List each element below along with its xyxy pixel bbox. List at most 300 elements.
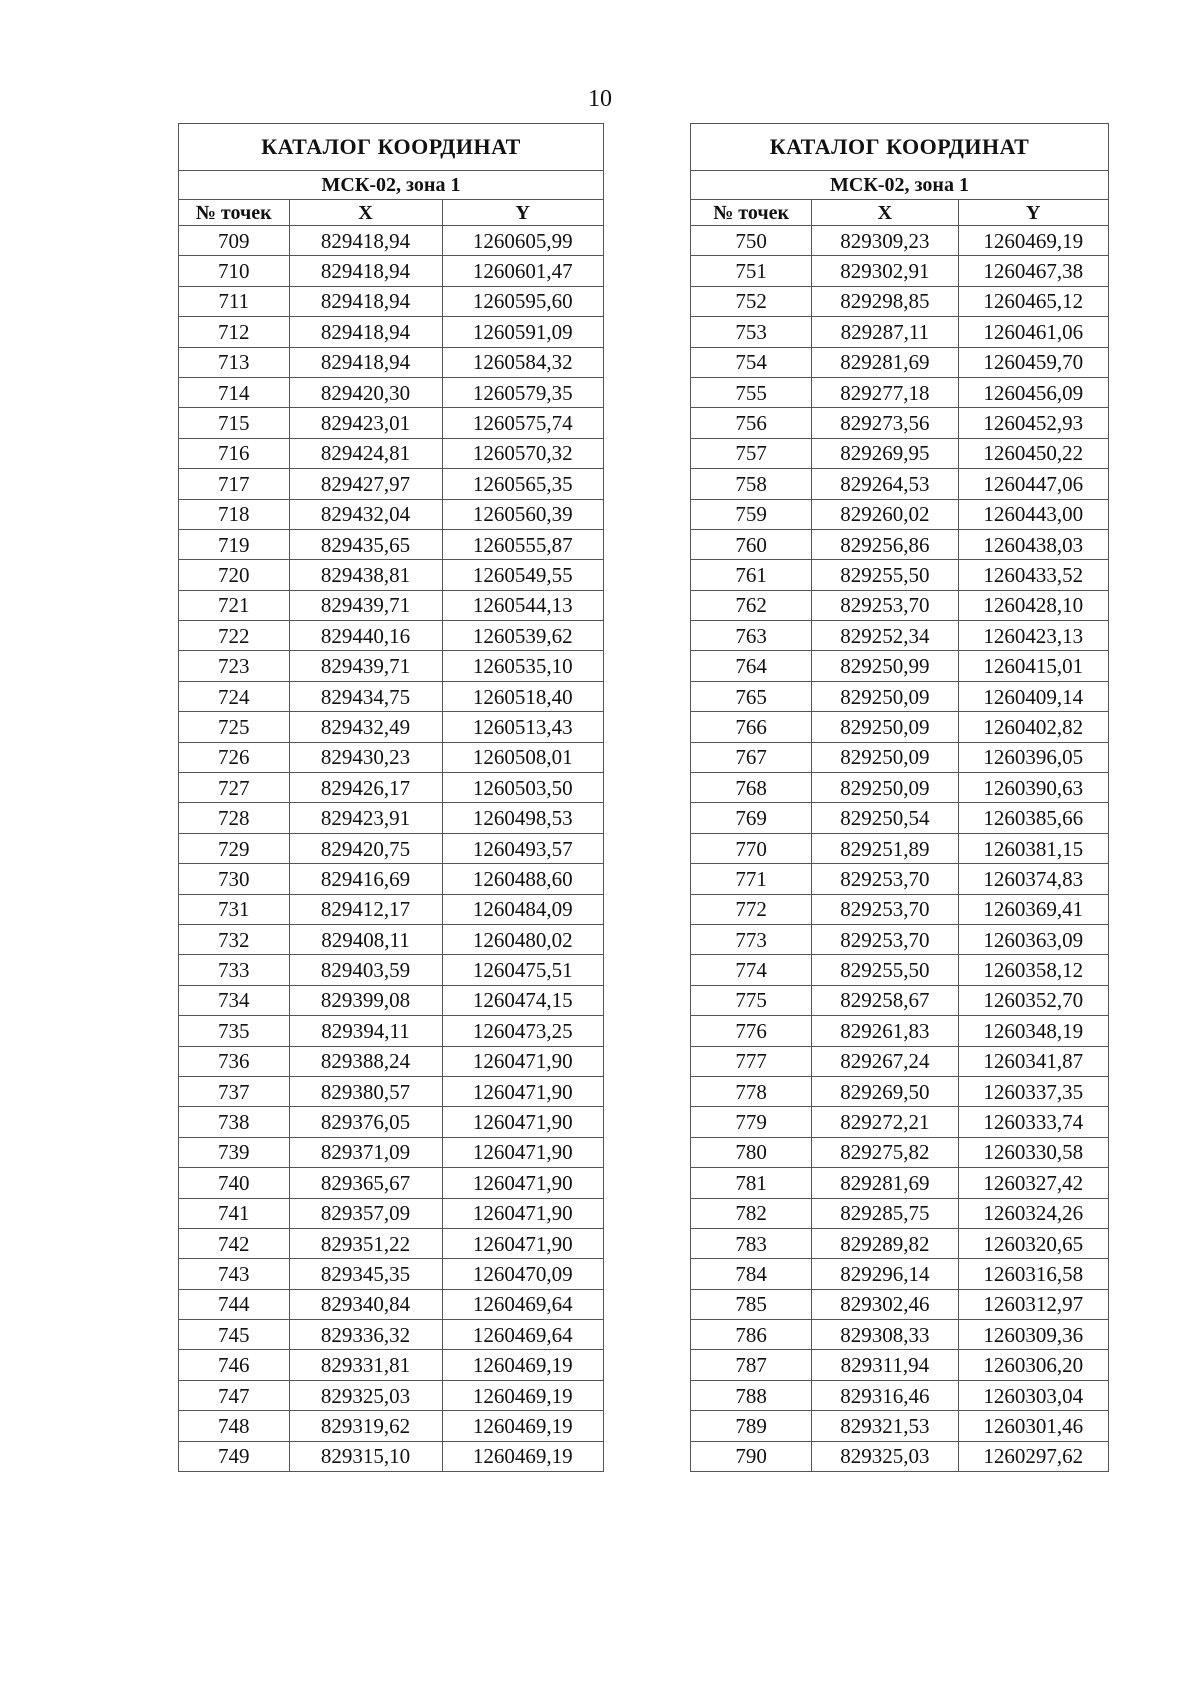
table-row bbox=[179, 1076, 604, 1106]
y-coordinate-cell: 1260560,39 bbox=[442, 499, 604, 529]
point-number-cell: 765 bbox=[691, 681, 812, 711]
column-header-y: Y bbox=[958, 200, 1108, 226]
table-row bbox=[179, 377, 604, 407]
point-number-cell: 729 bbox=[179, 833, 290, 863]
point-number-cell: 714 bbox=[179, 377, 290, 407]
x-coordinate-cell: 829418,94 bbox=[289, 286, 442, 316]
point-number-cell: 720 bbox=[179, 560, 290, 590]
point-number-cell: 742 bbox=[179, 1228, 290, 1258]
table-row bbox=[691, 864, 1109, 894]
x-coordinate-cell: 829412,17 bbox=[289, 894, 442, 924]
x-coordinate-cell: 829418,94 bbox=[289, 347, 442, 377]
y-coordinate-cell: 1260352,70 bbox=[958, 985, 1108, 1015]
table-row bbox=[691, 256, 1109, 286]
coordinate-catalog-table-right bbox=[690, 123, 1109, 1472]
point-number-cell: 724 bbox=[179, 681, 290, 711]
x-coordinate-cell: 829420,30 bbox=[289, 377, 442, 407]
table-row bbox=[179, 985, 604, 1015]
x-coordinate-cell: 829253,70 bbox=[812, 590, 958, 620]
table-row bbox=[179, 1259, 604, 1289]
y-coordinate-cell: 1260470,09 bbox=[442, 1259, 604, 1289]
y-coordinate-cell: 1260584,32 bbox=[442, 347, 604, 377]
x-coordinate-cell: 829418,94 bbox=[289, 317, 442, 347]
table-row bbox=[691, 1016, 1109, 1046]
table-row bbox=[179, 560, 604, 590]
y-coordinate-cell: 1260461,06 bbox=[958, 317, 1108, 347]
y-coordinate-cell: 1260297,62 bbox=[958, 1441, 1108, 1471]
point-number-cell: 738 bbox=[179, 1107, 290, 1137]
point-number-cell: 732 bbox=[179, 924, 290, 954]
table-row bbox=[691, 438, 1109, 468]
column-header-y: Y bbox=[442, 200, 604, 226]
point-number-cell: 744 bbox=[179, 1289, 290, 1319]
y-coordinate-cell: 1260330,58 bbox=[958, 1137, 1108, 1167]
x-coordinate-cell: 829435,65 bbox=[289, 529, 442, 559]
table-row bbox=[179, 499, 604, 529]
point-number-cell: 790 bbox=[691, 1441, 812, 1471]
table-row bbox=[179, 1228, 604, 1258]
table-row bbox=[691, 1198, 1109, 1228]
point-number-cell: 717 bbox=[179, 469, 290, 499]
y-coordinate-cell: 1260433,52 bbox=[958, 560, 1108, 590]
table-row bbox=[691, 894, 1109, 924]
point-number-cell: 725 bbox=[179, 712, 290, 742]
table-row bbox=[691, 1289, 1109, 1319]
point-number-cell: 786 bbox=[691, 1320, 812, 1350]
table-row bbox=[179, 1411, 604, 1441]
y-coordinate-cell: 1260309,36 bbox=[958, 1320, 1108, 1350]
point-number-cell: 760 bbox=[691, 529, 812, 559]
point-number-cell: 774 bbox=[691, 955, 812, 985]
x-coordinate-cell: 829439,71 bbox=[289, 651, 442, 681]
y-coordinate-cell: 1260450,22 bbox=[958, 438, 1108, 468]
table-row bbox=[691, 1137, 1109, 1167]
table-row bbox=[179, 1320, 604, 1350]
point-number-cell: 788 bbox=[691, 1380, 812, 1410]
y-coordinate-cell: 1260469,19 bbox=[442, 1380, 604, 1410]
y-coordinate-cell: 1260474,15 bbox=[442, 985, 604, 1015]
table-row bbox=[691, 712, 1109, 742]
table-row bbox=[691, 621, 1109, 651]
point-number-cell: 716 bbox=[179, 438, 290, 468]
x-coordinate-cell: 829340,84 bbox=[289, 1289, 442, 1319]
point-number-cell: 747 bbox=[179, 1380, 290, 1410]
point-number-cell: 772 bbox=[691, 894, 812, 924]
y-coordinate-cell: 1260469,19 bbox=[442, 1350, 604, 1380]
y-coordinate-cell: 1260447,06 bbox=[958, 469, 1108, 499]
x-coordinate-cell: 829316,46 bbox=[812, 1380, 958, 1410]
point-number-cell: 777 bbox=[691, 1046, 812, 1076]
x-coordinate-cell: 829272,21 bbox=[812, 1107, 958, 1137]
point-number-cell: 757 bbox=[691, 438, 812, 468]
y-coordinate-cell: 1260503,50 bbox=[442, 773, 604, 803]
table-row bbox=[179, 833, 604, 863]
y-coordinate-cell: 1260601,47 bbox=[442, 256, 604, 286]
x-coordinate-cell: 829408,11 bbox=[289, 924, 442, 954]
table-row bbox=[691, 469, 1109, 499]
x-coordinate-cell: 829357,09 bbox=[289, 1198, 442, 1228]
point-number-cell: 779 bbox=[691, 1107, 812, 1137]
point-number-cell: 768 bbox=[691, 773, 812, 803]
table-row bbox=[179, 955, 604, 985]
table-row bbox=[691, 529, 1109, 559]
table-row bbox=[691, 226, 1109, 256]
table-row bbox=[691, 681, 1109, 711]
table-row bbox=[691, 286, 1109, 316]
x-coordinate-cell: 829256,86 bbox=[812, 529, 958, 559]
table-row bbox=[179, 226, 604, 256]
y-coordinate-cell: 1260374,83 bbox=[958, 864, 1108, 894]
point-number-cell: 759 bbox=[691, 499, 812, 529]
point-number-cell: 755 bbox=[691, 377, 812, 407]
x-coordinate-cell: 829440,16 bbox=[289, 621, 442, 651]
column-header-x: X bbox=[289, 200, 442, 226]
table-row bbox=[691, 1046, 1109, 1076]
y-coordinate-cell: 1260341,87 bbox=[958, 1046, 1108, 1076]
table-row bbox=[179, 1441, 604, 1471]
point-number-cell: 751 bbox=[691, 256, 812, 286]
point-number-cell: 754 bbox=[691, 347, 812, 377]
point-number-cell: 737 bbox=[179, 1076, 290, 1106]
y-coordinate-cell: 1260480,02 bbox=[442, 924, 604, 954]
x-coordinate-cell: 829287,11 bbox=[812, 317, 958, 347]
y-coordinate-cell: 1260452,93 bbox=[958, 408, 1108, 438]
x-coordinate-cell: 829351,22 bbox=[289, 1228, 442, 1258]
point-number-cell: 709 bbox=[179, 226, 290, 256]
point-number-cell: 783 bbox=[691, 1228, 812, 1258]
x-coordinate-cell: 829250,09 bbox=[812, 742, 958, 772]
table-row bbox=[691, 590, 1109, 620]
x-coordinate-cell: 829251,89 bbox=[812, 833, 958, 863]
y-coordinate-cell: 1260591,09 bbox=[442, 317, 604, 347]
x-coordinate-cell: 829281,69 bbox=[812, 347, 958, 377]
table-row bbox=[691, 499, 1109, 529]
point-number-cell: 769 bbox=[691, 803, 812, 833]
y-coordinate-cell: 1260471,90 bbox=[442, 1046, 604, 1076]
x-coordinate-cell: 829289,82 bbox=[812, 1228, 958, 1258]
y-coordinate-cell: 1260539,62 bbox=[442, 621, 604, 651]
point-number-cell: 743 bbox=[179, 1259, 290, 1289]
table-row bbox=[691, 560, 1109, 590]
point-number-cell: 722 bbox=[179, 621, 290, 651]
point-number-cell: 764 bbox=[691, 651, 812, 681]
x-coordinate-cell: 829426,17 bbox=[289, 773, 442, 803]
catalog-zone: МСК-02, зона 1 bbox=[691, 171, 1109, 200]
y-coordinate-cell: 1260488,60 bbox=[442, 864, 604, 894]
table-row bbox=[179, 256, 604, 286]
y-coordinate-cell: 1260381,15 bbox=[958, 833, 1108, 863]
point-number-cell: 730 bbox=[179, 864, 290, 894]
point-number-cell: 780 bbox=[691, 1137, 812, 1167]
x-coordinate-cell: 829315,10 bbox=[289, 1441, 442, 1471]
table-row bbox=[691, 1076, 1109, 1106]
column-header-x: X bbox=[812, 200, 958, 226]
y-coordinate-cell: 1260475,51 bbox=[442, 955, 604, 985]
table-row bbox=[179, 681, 604, 711]
point-number-cell: 733 bbox=[179, 955, 290, 985]
y-coordinate-cell: 1260473,25 bbox=[442, 1016, 604, 1046]
y-coordinate-cell: 1260390,63 bbox=[958, 773, 1108, 803]
x-coordinate-cell: 829253,70 bbox=[812, 894, 958, 924]
y-coordinate-cell: 1260363,09 bbox=[958, 924, 1108, 954]
y-coordinate-cell: 1260333,74 bbox=[958, 1107, 1108, 1137]
point-number-cell: 784 bbox=[691, 1259, 812, 1289]
x-coordinate-cell: 829427,97 bbox=[289, 469, 442, 499]
table-row bbox=[691, 1320, 1109, 1350]
point-number-cell: 750 bbox=[691, 226, 812, 256]
y-coordinate-cell: 1260471,90 bbox=[442, 1137, 604, 1167]
y-coordinate-cell: 1260535,10 bbox=[442, 651, 604, 681]
x-coordinate-cell: 829260,02 bbox=[812, 499, 958, 529]
table-row bbox=[179, 438, 604, 468]
y-coordinate-cell: 1260469,19 bbox=[442, 1411, 604, 1441]
x-coordinate-cell: 829273,56 bbox=[812, 408, 958, 438]
table-row bbox=[179, 803, 604, 833]
x-coordinate-cell: 829416,69 bbox=[289, 864, 442, 894]
catalog-title: КАТАЛОГ КООРДИНАТ bbox=[179, 124, 604, 171]
table-row bbox=[691, 1350, 1109, 1380]
x-coordinate-cell: 829296,14 bbox=[812, 1259, 958, 1289]
y-coordinate-cell: 1260469,19 bbox=[958, 226, 1108, 256]
table-row bbox=[691, 317, 1109, 347]
table-row bbox=[179, 1198, 604, 1228]
y-coordinate-cell: 1260327,42 bbox=[958, 1168, 1108, 1198]
table-row bbox=[691, 833, 1109, 863]
y-coordinate-cell: 1260301,46 bbox=[958, 1411, 1108, 1441]
x-coordinate-cell: 829253,70 bbox=[812, 924, 958, 954]
x-coordinate-cell: 829325,03 bbox=[289, 1380, 442, 1410]
x-coordinate-cell: 829399,08 bbox=[289, 985, 442, 1015]
y-coordinate-cell: 1260508,01 bbox=[442, 742, 604, 772]
point-number-cell: 740 bbox=[179, 1168, 290, 1198]
y-coordinate-cell: 1260595,60 bbox=[442, 286, 604, 316]
x-coordinate-cell: 829269,50 bbox=[812, 1076, 958, 1106]
x-coordinate-cell: 829336,32 bbox=[289, 1320, 442, 1350]
x-coordinate-cell: 829380,57 bbox=[289, 1076, 442, 1106]
y-coordinate-cell: 1260423,13 bbox=[958, 621, 1108, 651]
point-number-cell: 761 bbox=[691, 560, 812, 590]
table-row bbox=[691, 1411, 1109, 1441]
table-row bbox=[179, 590, 604, 620]
x-coordinate-cell: 829258,67 bbox=[812, 985, 958, 1015]
x-coordinate-cell: 829420,75 bbox=[289, 833, 442, 863]
point-number-cell: 713 bbox=[179, 347, 290, 377]
x-coordinate-cell: 829308,33 bbox=[812, 1320, 958, 1350]
page-number: 10 bbox=[588, 86, 612, 112]
column-header-point-number: № точек bbox=[179, 200, 290, 226]
x-coordinate-cell: 829250,09 bbox=[812, 681, 958, 711]
y-coordinate-cell: 1260471,90 bbox=[442, 1198, 604, 1228]
x-coordinate-cell: 829325,03 bbox=[812, 1441, 958, 1471]
table-row bbox=[179, 621, 604, 651]
table-row bbox=[691, 408, 1109, 438]
y-coordinate-cell: 1260469,64 bbox=[442, 1289, 604, 1319]
point-number-cell: 785 bbox=[691, 1289, 812, 1319]
point-number-cell: 787 bbox=[691, 1350, 812, 1380]
table-row bbox=[691, 1107, 1109, 1137]
y-coordinate-cell: 1260348,19 bbox=[958, 1016, 1108, 1046]
x-coordinate-cell: 829423,91 bbox=[289, 803, 442, 833]
y-coordinate-cell: 1260555,87 bbox=[442, 529, 604, 559]
x-coordinate-cell: 829430,23 bbox=[289, 742, 442, 772]
y-coordinate-cell: 1260456,09 bbox=[958, 377, 1108, 407]
point-number-cell: 710 bbox=[179, 256, 290, 286]
x-coordinate-cell: 829371,09 bbox=[289, 1137, 442, 1167]
y-coordinate-cell: 1260549,55 bbox=[442, 560, 604, 590]
x-coordinate-cell: 829269,95 bbox=[812, 438, 958, 468]
y-coordinate-cell: 1260471,90 bbox=[442, 1228, 604, 1258]
table-row bbox=[179, 1046, 604, 1076]
point-number-cell: 758 bbox=[691, 469, 812, 499]
y-coordinate-cell: 1260469,64 bbox=[442, 1320, 604, 1350]
y-coordinate-cell: 1260484,09 bbox=[442, 894, 604, 924]
point-number-cell: 756 bbox=[691, 408, 812, 438]
x-coordinate-cell: 829264,53 bbox=[812, 469, 958, 499]
x-coordinate-cell: 829388,24 bbox=[289, 1046, 442, 1076]
table-row bbox=[179, 924, 604, 954]
table-row bbox=[179, 1350, 604, 1380]
x-coordinate-cell: 829298,85 bbox=[812, 286, 958, 316]
y-coordinate-cell: 1260312,97 bbox=[958, 1289, 1108, 1319]
table-row bbox=[691, 955, 1109, 985]
x-coordinate-cell: 829345,35 bbox=[289, 1259, 442, 1289]
point-number-cell: 731 bbox=[179, 894, 290, 924]
table-row bbox=[179, 1289, 604, 1319]
table-row bbox=[691, 1259, 1109, 1289]
table-row bbox=[691, 773, 1109, 803]
x-coordinate-cell: 829321,53 bbox=[812, 1411, 958, 1441]
point-number-cell: 746 bbox=[179, 1350, 290, 1380]
point-number-cell: 789 bbox=[691, 1411, 812, 1441]
table-row bbox=[179, 1016, 604, 1046]
table-row bbox=[179, 742, 604, 772]
y-coordinate-cell: 1260428,10 bbox=[958, 590, 1108, 620]
point-number-cell: 719 bbox=[179, 529, 290, 559]
point-number-cell: 753 bbox=[691, 317, 812, 347]
y-coordinate-cell: 1260396,05 bbox=[958, 742, 1108, 772]
y-coordinate-cell: 1260471,90 bbox=[442, 1168, 604, 1198]
column-header-point-number: № точек bbox=[691, 200, 812, 226]
y-coordinate-cell: 1260471,90 bbox=[442, 1076, 604, 1106]
y-coordinate-cell: 1260493,57 bbox=[442, 833, 604, 863]
catalog-body bbox=[691, 226, 1109, 1472]
table-row bbox=[179, 1168, 604, 1198]
y-coordinate-cell: 1260465,12 bbox=[958, 286, 1108, 316]
y-coordinate-cell: 1260544,13 bbox=[442, 590, 604, 620]
x-coordinate-cell: 829302,91 bbox=[812, 256, 958, 286]
table-row bbox=[179, 1380, 604, 1410]
y-coordinate-cell: 1260471,90 bbox=[442, 1107, 604, 1137]
y-coordinate-cell: 1260579,35 bbox=[442, 377, 604, 407]
point-number-cell: 718 bbox=[179, 499, 290, 529]
x-coordinate-cell: 829311,94 bbox=[812, 1350, 958, 1380]
x-coordinate-cell: 829255,50 bbox=[812, 560, 958, 590]
table-row bbox=[179, 1137, 604, 1167]
point-number-cell: 735 bbox=[179, 1016, 290, 1046]
point-number-cell: 728 bbox=[179, 803, 290, 833]
y-coordinate-cell: 1260565,35 bbox=[442, 469, 604, 499]
x-coordinate-cell: 829403,59 bbox=[289, 955, 442, 985]
y-coordinate-cell: 1260443,00 bbox=[958, 499, 1108, 529]
y-coordinate-cell: 1260324,26 bbox=[958, 1198, 1108, 1228]
x-coordinate-cell: 829432,49 bbox=[289, 712, 442, 742]
y-coordinate-cell: 1260303,04 bbox=[958, 1380, 1108, 1410]
catalog-body bbox=[179, 226, 604, 1472]
table-row bbox=[691, 651, 1109, 681]
x-coordinate-cell: 829250,99 bbox=[812, 651, 958, 681]
x-coordinate-cell: 829302,46 bbox=[812, 1289, 958, 1319]
x-coordinate-cell: 829394,11 bbox=[289, 1016, 442, 1046]
coordinate-catalog-table-left bbox=[178, 123, 604, 1472]
table-row bbox=[179, 317, 604, 347]
y-coordinate-cell: 1260320,65 bbox=[958, 1228, 1108, 1258]
x-coordinate-cell: 829418,94 bbox=[289, 226, 442, 256]
x-coordinate-cell: 829281,69 bbox=[812, 1168, 958, 1198]
catalog-title: КАТАЛОГ КООРДИНАТ bbox=[691, 124, 1109, 171]
x-coordinate-cell: 829331,81 bbox=[289, 1350, 442, 1380]
point-number-cell: 773 bbox=[691, 924, 812, 954]
point-number-cell: 739 bbox=[179, 1137, 290, 1167]
point-number-cell: 776 bbox=[691, 1016, 812, 1046]
table-row bbox=[691, 347, 1109, 377]
x-coordinate-cell: 829432,04 bbox=[289, 499, 442, 529]
point-number-cell: 763 bbox=[691, 621, 812, 651]
y-coordinate-cell: 1260575,74 bbox=[442, 408, 604, 438]
y-coordinate-cell: 1260337,35 bbox=[958, 1076, 1108, 1106]
y-coordinate-cell: 1260518,40 bbox=[442, 681, 604, 711]
point-number-cell: 762 bbox=[691, 590, 812, 620]
y-coordinate-cell: 1260605,99 bbox=[442, 226, 604, 256]
table-row bbox=[691, 1441, 1109, 1471]
table-row bbox=[691, 1380, 1109, 1410]
table-row bbox=[691, 742, 1109, 772]
table-row bbox=[179, 469, 604, 499]
table-row bbox=[691, 377, 1109, 407]
table-row bbox=[179, 286, 604, 316]
table-row bbox=[179, 864, 604, 894]
table-row bbox=[179, 651, 604, 681]
table-row bbox=[691, 803, 1109, 833]
point-number-cell: 778 bbox=[691, 1076, 812, 1106]
y-coordinate-cell: 1260316,58 bbox=[958, 1259, 1108, 1289]
point-number-cell: 782 bbox=[691, 1198, 812, 1228]
point-number-cell: 726 bbox=[179, 742, 290, 772]
point-number-cell: 775 bbox=[691, 985, 812, 1015]
point-number-cell: 745 bbox=[179, 1320, 290, 1350]
y-coordinate-cell: 1260469,19 bbox=[442, 1441, 604, 1471]
x-coordinate-cell: 829250,54 bbox=[812, 803, 958, 833]
point-number-cell: 734 bbox=[179, 985, 290, 1015]
x-coordinate-cell: 829319,62 bbox=[289, 1411, 442, 1441]
point-number-cell: 741 bbox=[179, 1198, 290, 1228]
table-row bbox=[179, 894, 604, 924]
x-coordinate-cell: 829365,67 bbox=[289, 1168, 442, 1198]
y-coordinate-cell: 1260459,70 bbox=[958, 347, 1108, 377]
x-coordinate-cell: 829285,75 bbox=[812, 1198, 958, 1228]
point-number-cell: 767 bbox=[691, 742, 812, 772]
y-coordinate-cell: 1260402,82 bbox=[958, 712, 1108, 742]
point-number-cell: 752 bbox=[691, 286, 812, 316]
point-number-cell: 749 bbox=[179, 1441, 290, 1471]
table-row bbox=[179, 773, 604, 803]
point-number-cell: 712 bbox=[179, 317, 290, 347]
x-coordinate-cell: 829250,09 bbox=[812, 773, 958, 803]
x-coordinate-cell: 829255,50 bbox=[812, 955, 958, 985]
table-row bbox=[179, 408, 604, 438]
x-coordinate-cell: 829277,18 bbox=[812, 377, 958, 407]
point-number-cell: 715 bbox=[179, 408, 290, 438]
x-coordinate-cell: 829252,34 bbox=[812, 621, 958, 651]
